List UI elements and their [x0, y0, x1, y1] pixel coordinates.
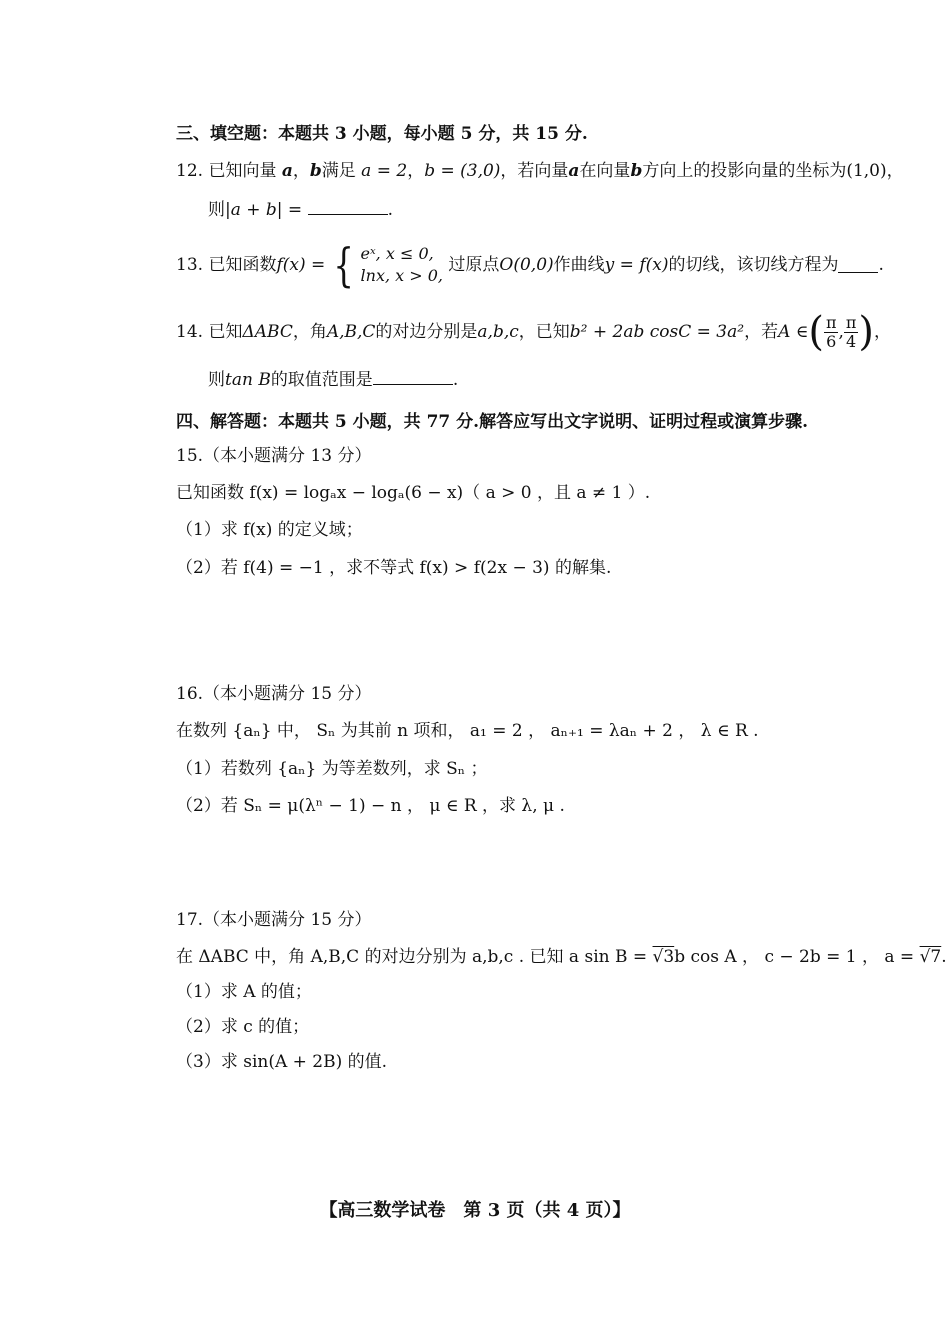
text: . — [387, 200, 393, 220]
sqrt-7: √7 — [919, 947, 942, 967]
text: ， — [407, 161, 425, 181]
question-17-heading: 17.（本小题满分 15 分） — [176, 910, 372, 930]
text: ，角 — [292, 322, 327, 342]
text: ， — [886, 161, 904, 181]
text: 已知函数 — [208, 255, 277, 275]
text: b cos A ， c − 2b = 1 ， a = — [674, 947, 920, 967]
condition: b = (3,0) — [424, 161, 501, 181]
piecewise — [325, 238, 444, 292]
brace: { — [333, 238, 355, 292]
fraction-pi-6 — [824, 314, 839, 351]
denominator: 4 — [846, 331, 857, 351]
vector-a: a — [568, 161, 580, 181]
range-lead: A ∈ — [778, 322, 809, 342]
answer-blank[interactable] — [373, 370, 453, 385]
question-15-part-2: （2）若 f(4) = −1 ，求不等式 f(x) > f(2x − 3) 的解集. — [176, 558, 612, 578]
question-15-part-1: （1）求 f(x) 的定义域； — [176, 520, 363, 540]
question-14-line-2 — [208, 368, 458, 392]
condition: a = 2 — [361, 161, 408, 181]
tan-b: tan B — [225, 370, 271, 390]
question-16-part-1: （1）若数列 {aₙ} 为等差数列，求 Sₙ ； — [176, 759, 488, 779]
section-3-heading: 三、填空题：本题共 3 小题，每小题 5 分，共 15 分. — [176, 124, 588, 144]
answer-blank[interactable] — [838, 258, 878, 273]
question-15-heading: 15.（本小题满分 13 分） — [176, 446, 372, 466]
section-4-heading: 四、解答题：本题共 5 小题，共 77 分.解答应写出文字说明、证明过程或演算步骤. — [176, 412, 808, 432]
origin: O(0,0) — [499, 255, 554, 275]
angles: A,B,C — [326, 322, 376, 342]
text: ，若向量 — [500, 161, 569, 181]
fraction-pi-4 — [844, 314, 859, 351]
vector-b: b — [630, 161, 643, 181]
question-17-part-2: （2）求 c 的值； — [176, 1017, 310, 1037]
question-16-part-2: （2）若 Sₙ = μ(λⁿ − 1) − n ， μ ∈ R ，求 λ, μ . — [176, 796, 565, 816]
denominator: 6 — [826, 331, 837, 351]
text: 则 — [208, 200, 225, 220]
question-17-given — [176, 945, 947, 969]
equation: b² + 2ab cosC = 3a² — [569, 322, 745, 342]
text: 已知 — [208, 322, 243, 342]
case-2: lnx, x > 0, — [360, 266, 444, 285]
sides: a,b,c — [477, 322, 519, 342]
right-paren: ) — [858, 309, 874, 355]
text: ，若 — [744, 322, 779, 342]
text: ， — [874, 322, 891, 342]
vector-b: b — [309, 161, 322, 181]
text: . — [878, 255, 884, 275]
question-17-part-3: （3）求 sin(A + 2B) 的值. — [176, 1052, 388, 1072]
text: . — [452, 370, 459, 390]
sqrt-3: √3 — [652, 947, 675, 967]
question-13 — [176, 240, 884, 290]
text: . — [941, 947, 947, 967]
question-16-heading: 16.（本小题满分 15 分） — [176, 684, 372, 704]
text: 则 — [208, 370, 225, 390]
function-def: f(x) = — [276, 255, 326, 275]
question-12-line-2 — [208, 198, 393, 222]
question-number: 12. — [176, 161, 204, 181]
text: 的切线，该切线方程为 — [668, 255, 839, 275]
text: ，已知 — [518, 322, 570, 342]
projection: (1,0) — [846, 161, 887, 181]
text: 过原点 — [448, 255, 500, 275]
numerator: π — [845, 312, 857, 332]
question-number: 14. — [176, 322, 204, 342]
question-16-given: 在数列 {aₙ} 中， Sₙ 为其前 n 项和， a₁ = 2 ， aₙ₊₁ = λaₙ + 2 ， λ ∈ R . — [176, 721, 759, 741]
text: 的取值范围是 — [270, 370, 373, 390]
text: 作曲线 — [553, 255, 605, 275]
text: 在向量 — [579, 161, 631, 181]
expression: |a + b| = — [225, 200, 303, 220]
vector-a: a — [281, 161, 293, 181]
curve: y = f(x) — [604, 255, 669, 275]
case-1: eˣ, x ≤ 0, — [360, 244, 434, 263]
question-number: 13. — [176, 255, 204, 275]
text: 的对边分别是 — [375, 322, 478, 342]
cases — [361, 243, 443, 287]
left-paren: ( — [808, 309, 824, 355]
triangle: ΔABC — [242, 322, 293, 342]
text: ， — [292, 161, 310, 181]
question-17-part-1: （1）求 A 的值； — [176, 982, 312, 1002]
text: 方向上的投影向量的坐标为 — [642, 161, 847, 181]
text: 已知向量 — [208, 161, 277, 181]
text: 满足 — [321, 161, 356, 181]
numerator: π — [825, 312, 837, 332]
question-12-line-1 — [176, 159, 904, 183]
page-footer: 【高三数学试卷 第 3 页（共 4 页）】 — [319, 1200, 631, 1221]
text: 在 ΔABC 中，角 A,B,C 的对边分别为 a,b,c . 已知 a sin B = — [176, 947, 653, 967]
question-15-given: 已知函数 f(x) = logₐx − logₐ(6 − x)（ a > 0 ，且 a ≠ 1 ）. — [176, 483, 651, 503]
answer-blank[interactable] — [308, 200, 388, 215]
question-14-line-1: 14. 已知 ΔABC ，角 A,B,C 的对边分别是 a,b,c ，已知 b² + 2ab cosC = 3a² ，若 A ∈ ( $\frac{\pi}{6}$ , $\frac{\pi}{4}$ ) ， — [176, 309, 891, 355]
